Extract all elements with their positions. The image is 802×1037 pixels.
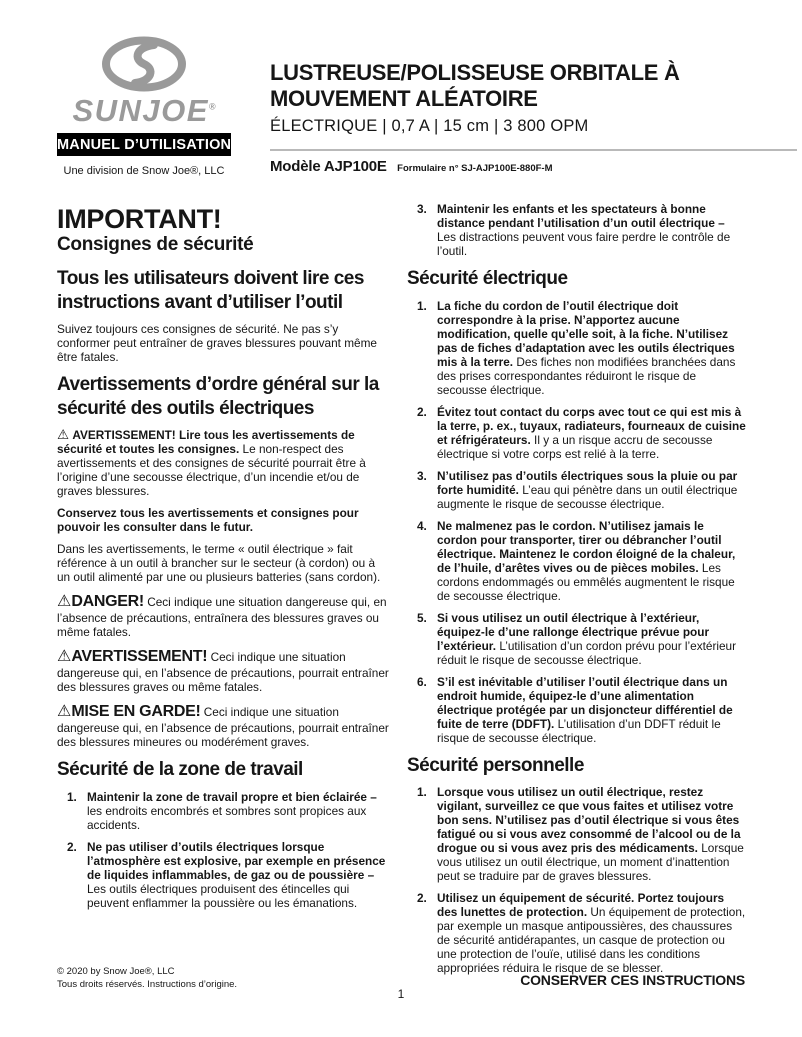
danger-label: DANGER!: [71, 593, 144, 610]
model-number: Modèle AJP100E: [270, 158, 387, 175]
form-number: Formulaire n° SJ-AJP100E-880F-M: [397, 163, 553, 174]
list-item-bold: Ne pas utiliser d’outils électriques lorsque l’atmosphère est explosive, par exemple en présence de liquides inflammables, de gaz ou de poussière –: [87, 839, 386, 882]
work-area-heading: Sécurité de la zone de travail: [57, 759, 303, 780]
list-item: [407, 405, 747, 461]
list-item-rest: Des fiches non modifiées branchées dans des prises correspondantes réduiront le risque de secousse électrique.: [437, 354, 736, 397]
product-title-line2: MOUVEMENT ALÉATOIRE: [270, 86, 538, 111]
list-number: 3.: [417, 202, 427, 216]
list-number: 1.: [67, 789, 77, 804]
list-item-text: [87, 790, 391, 832]
list-item-text: [437, 299, 747, 397]
warning-triangle-icon: ⚠: [57, 648, 72, 665]
list-number: 3.: [417, 468, 427, 483]
brand-block: [57, 36, 231, 177]
list-number: 4.: [417, 518, 427, 533]
list-item: [407, 891, 747, 975]
title-block: [270, 60, 797, 176]
warning-label: AVERTISSEMENT!: [71, 648, 208, 665]
list-item-text: [437, 469, 747, 511]
list-item-bold: Évitez tout contact du corps avec tout ce qui est mis à la terre, p. ex., tuyaux, radiateurs, fourneaux de cuisine et réfrigérateurs.: [437, 404, 746, 447]
keep-warnings-paragraph: Conservez tous les avertissements et consignes pour pouvoir les consulter dans le futur.: [57, 506, 359, 534]
danger-text: Ceci indique une situation dangereuse qui, en l’absence de précautions, entraînera des blessures graves ou même fatales.: [57, 595, 387, 639]
product-specs: ÉLECTRIQUE | 0,7 A | 15 cm | 3 800 OPM: [270, 117, 589, 135]
list-item: [407, 785, 747, 883]
electrical-safety-heading: Sécurité électrique: [407, 268, 568, 289]
intro-paragraph: Suivez toujours ces consignes de sécurité. Ne pas s’y conformer peut entraîner de graves blessures pouvant même être fatales.: [57, 322, 377, 364]
list-number: 6.: [417, 674, 427, 689]
warning-intro-text: Le non-respect des avertissements et des consignes de sécurité pourrait être à l’origine d’une secousse électrique, d’un incendie et/ou de graves blessures.: [57, 442, 366, 498]
list-number: 1.: [417, 298, 427, 313]
term-note-paragraph: Dans les avertissements, le terme « outil électrique » fait référence à un outil à brancher sur le secteur (à cordon) ou à un outil alimenté par une ou plusieurs batteries (sans cordon).: [57, 542, 381, 584]
list-item: [407, 519, 747, 603]
list-item-rest: L’utilisation d’un DDFT réduit le risque de secousse électrique.: [437, 716, 721, 745]
copyright-line2: Tous droits réservés. Instructions d’origine.: [57, 978, 238, 990]
safety-instructions-heading: Consignes de sécurité: [57, 234, 254, 255]
read-instructions-heading: Tous les utilisateurs doivent lire ces instructions avant d’utiliser l’outil: [57, 268, 364, 313]
list-item-bold: Ne malmenez pas le cordon. N’utilisez jamais le cordon pour transporter, tirer ou débrancher l’outil électrique. Maintenez le cordon éloigné de la chaleur, de l’huile, d’arêtes vives ou de pièces mobiles.: [437, 518, 736, 575]
warning-intro-bold: AVERTISSEMENT! Lire tous les avertissements de sécurité et toutes les consignes.: [57, 428, 355, 456]
warning-text: Ceci indique une situation dangereuse qui, en l’absence de précautions, pourrait entraîner des blessures graves ou même fatales.: [57, 650, 389, 694]
list-item-rest: Les distractions peuvent vous faire perdre le contrôle de l’outil.: [437, 230, 731, 258]
list-number: 5.: [417, 610, 427, 625]
page-number: 1: [397, 987, 405, 1001]
list-item-rest: Les cordons endommagés ou emmêlés augmentent le risque de secousse électrique.: [437, 560, 735, 603]
division-line: Une division de Snow Joe®, LLC: [63, 165, 225, 177]
list-item-rest: les endroits encombrés et sombres sont propices aux accidents.: [87, 803, 367, 832]
personal-safety-heading: Sécurité personnelle: [407, 754, 584, 776]
danger-paragraph: [57, 592, 391, 639]
manual-banner: MANUEL D’UTILISATION: [57, 133, 231, 156]
list-item: [57, 790, 391, 832]
list-item: [407, 202, 747, 258]
sunjoe-oval-logo-icon: [100, 36, 188, 92]
list-item-text: [87, 840, 391, 910]
list-item-bold: S’il est inévitable d’utiliser l’outil électrique dans un endroit humide, équipez-le d’une alimentation électrique protégée par un disjoncteur différentiel de fuite de terre (DDFT).: [437, 674, 733, 731]
list-item-rest: Il y a un risque accru de secousse électrique si votre corps est relié à la terre.: [437, 432, 713, 461]
list-item-bold: Lorsque vous utilisez un outil électrique, restez vigilant, surveillez ce que vous faites et utilisez votre bon sens. N’utilisez pas d’outil électrique si vous êtes fatigué ou si vous avez consommé de l’alcool ou de la drogue ou si vous avez pris des médicaments.: [437, 785, 741, 855]
list-number: 2.: [67, 839, 77, 854]
warning-intro-paragraph: [57, 428, 391, 498]
list-item: [407, 675, 747, 745]
list-item-text: [437, 202, 747, 258]
list-item-bold: Si vous utilisez un outil électrique à l’extérieur, équipez-le d’une rallonge électrique prévue pour l’extérieur.: [437, 610, 710, 653]
list-number: 1.: [417, 785, 427, 799]
right-column: [407, 202, 747, 983]
list-item-bold: Maintenir les enfants et les spectateurs à bonne distance pendant l’utilisation d’un outil électrique –: [437, 202, 725, 230]
brand-name: SUNJOE: [72, 93, 209, 128]
warning-paragraph: [57, 647, 391, 694]
list-item-text: [437, 891, 747, 975]
list-item-rest: Un équipement de protection, par exemple un masque antipoussières, des chaussures de sécurité antidérapantes, un casque de protection ou une protection de l’ouïe, utilisé dans les conditions appropriées réduira le risque de se blesser.: [437, 905, 746, 975]
product-title-line1: LUSTREUSE/POLISSEUSE ORBITALE À: [270, 60, 680, 85]
caution-paragraph: [57, 702, 391, 749]
model-line: [270, 158, 797, 176]
list-item: [407, 299, 747, 397]
general-warnings-heading: Avertissements d’ordre général sur la sécurité des outils électriques: [57, 374, 379, 419]
list-item: [407, 611, 747, 667]
registered-mark: ®: [208, 101, 216, 112]
brand-wordmark: [57, 95, 231, 126]
list-item-text: [437, 675, 747, 745]
product-title: [270, 60, 797, 112]
warning-triangle-icon: ⚠: [57, 427, 70, 442]
caution-label: MISE EN GARDE!: [71, 703, 201, 720]
copyright-line1: © 2020 by Snow Joe®, LLC: [57, 966, 175, 977]
warning-triangle-icon: ⚠: [57, 593, 72, 610]
list-item-rest: Les outils électriques produisent des étincelles qui peuvent enflammer la poussière ou les émanations.: [87, 881, 358, 910]
list-item-bold: Maintenir la zone de travail propre et bien éclairée –: [87, 789, 377, 804]
keep-instructions-notice: CONSERVER CES INSTRUCTIONS: [520, 972, 745, 988]
warning-triangle-icon: ⚠: [57, 703, 72, 720]
list-number: 2.: [417, 891, 427, 905]
list-item-bold: La fiche du cordon de l’outil électrique doit correspondre à la prise. N’apportez aucune modification, quelle qu’elle soit, à la fiche. N’utilisez pas de fiches d’adaptation avec les outils électriques mis à la terre.: [437, 298, 735, 369]
list-item-text: [437, 611, 747, 667]
list-item-rest: L’eau qui pénètre dans un outil électrique augmente le risque de secousse électrique.: [437, 482, 738, 511]
list-item-bold: N’utilisez pas d’outils électriques sous la pluie ou par forte humidité.: [437, 468, 738, 497]
header-divider: [270, 149, 797, 151]
list-item-text: [437, 519, 747, 603]
list-number: 2.: [417, 404, 427, 419]
list-item-rest: L’utilisation d’un cordon prévu pour l’extérieur réduit le risque de secousse électrique.: [437, 638, 737, 667]
important-heading: IMPORTANT!: [57, 204, 222, 234]
list-item-text: [437, 405, 747, 461]
left-column: [57, 202, 391, 918]
caution-text: Ceci indique une situation dangereuse qui, en l’absence de précautions, pourrait entraîner des blessures mineures ou modérément graves.: [57, 705, 389, 749]
list-item-rest: Lorsque vous utilisez un outil électrique, un moment d’inattention peut se traduire par de graves blessures.: [437, 841, 744, 883]
list-item-text: [437, 785, 747, 883]
list-item: [57, 840, 391, 910]
list-item-bold: Utilisez un équipement de sécurité. Portez toujours des lunettes de protection.: [437, 891, 725, 919]
list-item: [407, 469, 747, 511]
